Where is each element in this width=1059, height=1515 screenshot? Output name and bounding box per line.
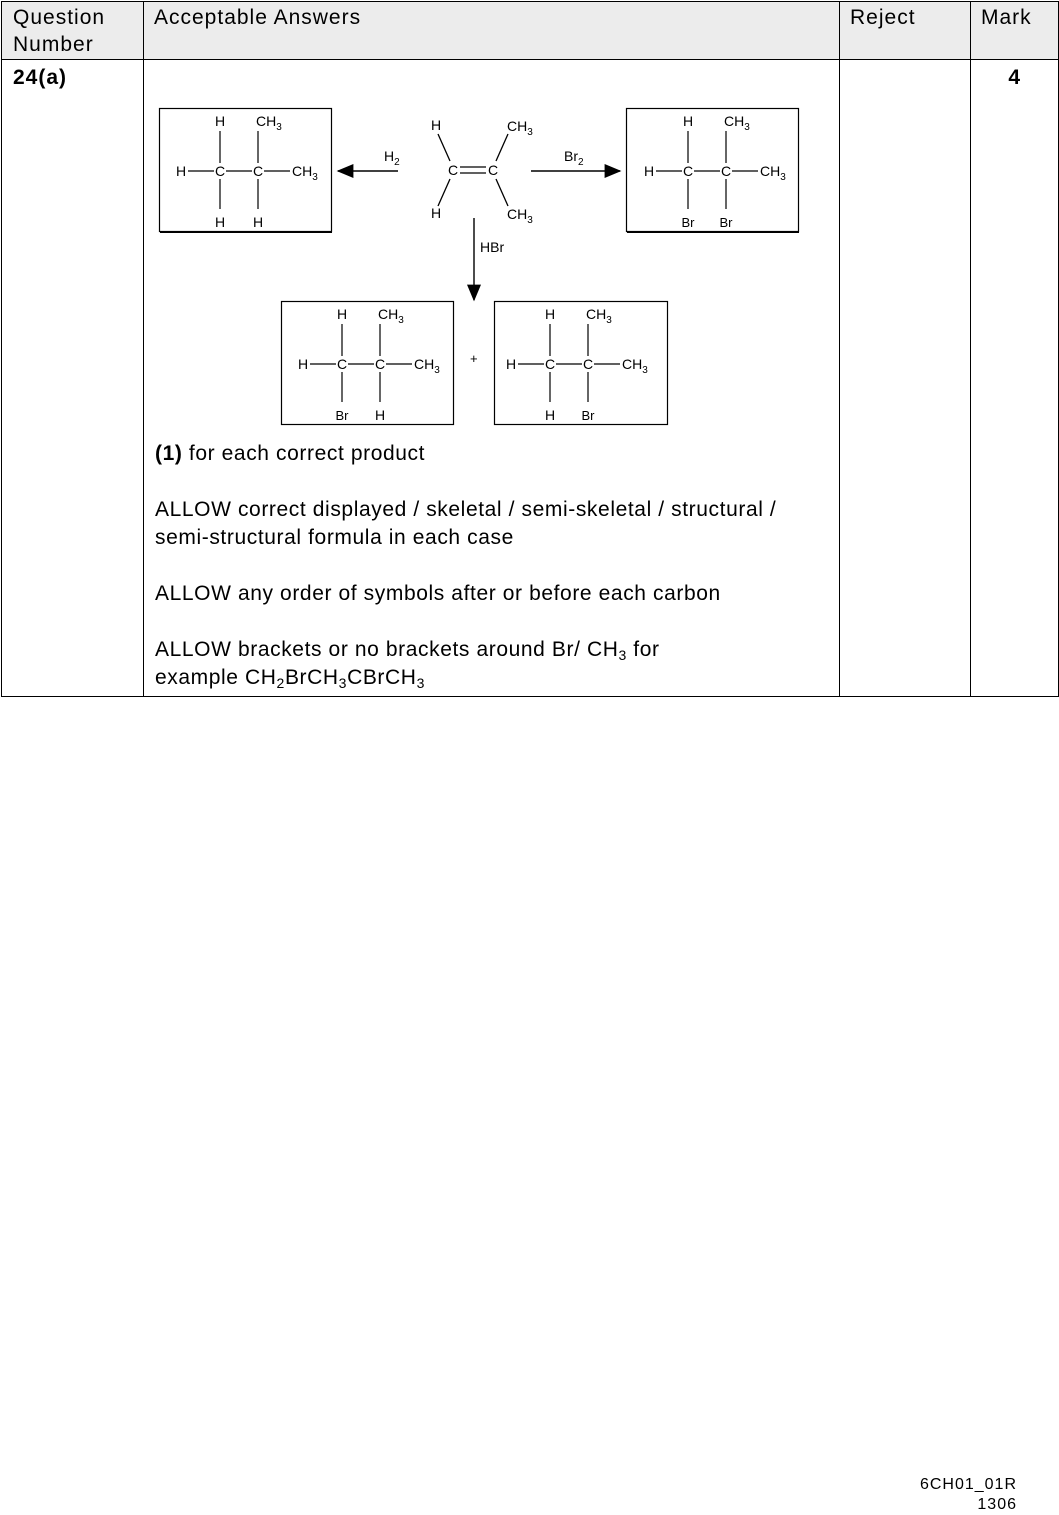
atom-c: C: [252, 163, 264, 179]
alkene-reactant: [431, 117, 533, 226]
subscript: 3: [416, 675, 425, 691]
group-ch3: $CH_3$: [292, 163, 318, 183]
atom-br: Br: [581, 408, 595, 423]
group-ch3: $CH_3$: [724, 113, 750, 133]
plus-sign: +: [470, 351, 478, 366]
reagent-hbr-label: HBr: [480, 239, 505, 255]
atom-h: H: [336, 306, 348, 322]
reaction-scheme-diagram: [154, 60, 844, 440]
reagent-h2-label: $H_2$: [384, 148, 400, 168]
atom-c: C: [544, 356, 556, 372]
group-ch3: $CH_3$: [622, 356, 648, 376]
group-ch3: $CH_3$: [507, 118, 533, 138]
formula-part: CH: [245, 666, 277, 689]
product-alkane-box: [160, 109, 333, 233]
subscript: 2: [276, 675, 285, 691]
paper-code: 6CH01_01R: [919, 1476, 1017, 1493]
atom-c: C: [720, 163, 732, 179]
acceptable-answers-cell: [144, 60, 840, 697]
subscript: 3: [338, 675, 348, 691]
page-footer: [920, 1475, 1017, 1515]
atom-h: H: [252, 214, 264, 230]
group-ch3: $CH_3$: [760, 163, 786, 183]
header-acceptable-answers: Acceptable Answers: [144, 2, 840, 60]
atom-c: C: [214, 163, 226, 179]
atom-h: H: [214, 214, 226, 230]
header-question-number: Question Number: [2, 2, 144, 60]
product-bromo-2-box: [495, 302, 668, 425]
atom-h: H: [297, 356, 309, 372]
atom-c: C: [682, 163, 694, 179]
formula-part: CBrCH: [347, 666, 417, 689]
group-ch3: $CH_3$: [378, 306, 404, 326]
atom-br: Br: [719, 215, 733, 230]
session-code: 1306: [977, 1496, 1017, 1513]
product-bromo-1-box: [282, 302, 454, 425]
group-ch3: $CH_3$: [414, 356, 440, 376]
atom-h: H: [374, 407, 386, 423]
question-number-cell: 24(a): [2, 60, 144, 697]
atom-h: H: [544, 306, 556, 322]
reject-cell: [840, 60, 971, 697]
product-dibromo-box: [627, 109, 800, 233]
allow-brackets: [155, 636, 829, 692]
atom-h: H: [643, 163, 655, 179]
atom-h: H: [505, 356, 517, 372]
marking-guidance: [144, 440, 839, 692]
mark-scheme-table: [1, 1, 1059, 697]
group-ch3: $CH_3$: [507, 206, 533, 226]
reaction-scheme-svg: [154, 60, 844, 440]
answer-row: [2, 60, 1059, 697]
header-reject: Reject: [840, 2, 971, 60]
atom-br: Br: [681, 215, 695, 230]
allow-symbol-order: ALLOW any order of symbols after or before each carbon: [155, 582, 721, 605]
scheme-point-text: for each correct product: [182, 442, 426, 465]
atom-c: C: [582, 356, 594, 372]
allow-brackets-tail: for: [626, 638, 660, 661]
allow-brackets-text: ALLOW brackets or no brackets around Br/ CH: [155, 638, 619, 661]
atom-h: H: [430, 205, 442, 221]
atom-h: H: [430, 117, 442, 133]
formula-part: BrCH: [284, 666, 339, 689]
atom-c: C: [374, 356, 386, 372]
example-word: example: [155, 666, 246, 689]
header-mark: Mark: [971, 2, 1059, 60]
atom-h: H: [682, 113, 694, 129]
header-row: [2, 2, 1059, 60]
subscript: 3: [618, 647, 627, 663]
reagent-br2-label: $Br_2$: [564, 148, 584, 168]
group-ch3: $CH_3$: [586, 306, 612, 326]
allow-formula-types: ALLOW correct displayed / skeletal / semi-skeletal / structural / semi-structural formula in each case: [155, 498, 777, 549]
atom-h: H: [544, 407, 556, 423]
atom-c: C: [447, 162, 459, 178]
atom-h: H: [175, 163, 187, 179]
group-ch3: $CH_3$: [256, 113, 282, 133]
atom-c: C: [336, 356, 348, 372]
atom-h: H: [214, 113, 226, 129]
atom-br: Br: [335, 408, 349, 423]
mark-cell: 4: [971, 60, 1059, 697]
scheme-point: [155, 440, 829, 468]
atom-c: C: [487, 162, 499, 178]
mark-value-label: (1): [155, 442, 183, 465]
